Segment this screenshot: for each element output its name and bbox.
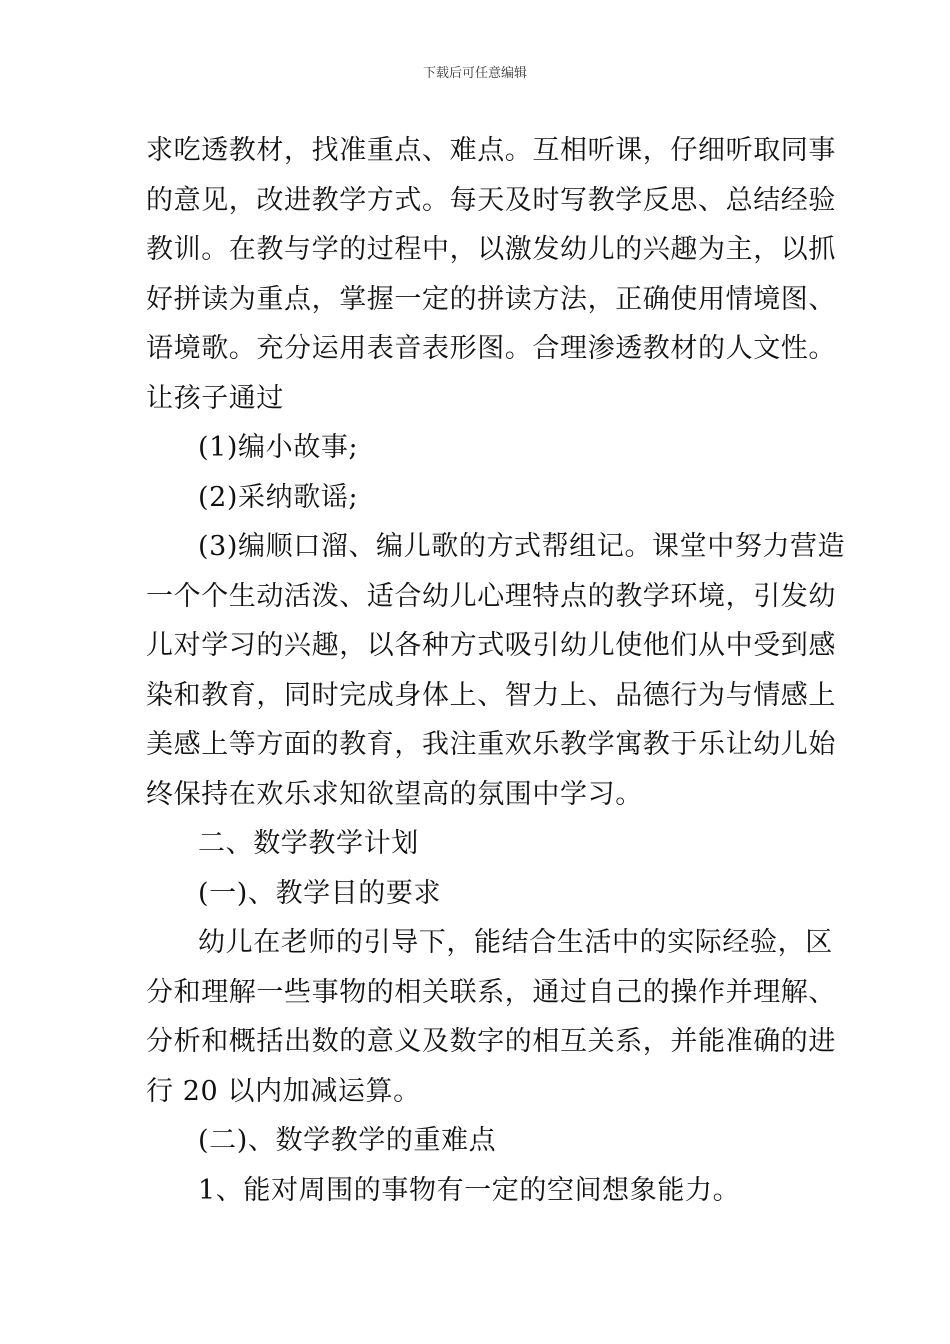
text-line: 终保持在欢乐求知欲望高的氛围中学习。 [146,778,643,810]
text-line: 让孩子通过 [146,382,284,414]
paragraph [146,918,836,1116]
paragraph [146,819,811,869]
text-line: (一)、教学目的要求 [198,877,442,909]
document-body [146,126,846,1215]
text-line: 一个个生动活泼、适合幼儿心理特点的教学环境，引发幼 [146,580,836,612]
text-line: 语境歌。充分运用表音表形图。合理渗透教材的人文性。 [146,333,836,364]
text-line: (1)编小故事; [198,432,359,463]
text-line: 分析和概括出数的意义及数字的相互关系，并能准确的进 [146,1026,836,1057]
text-line: 求吃透教材，找准重点、难点。互相听课，仔细听取同事 [146,135,836,166]
text-line: 幼儿在老师的引导下，能结合生活中的实际经验，区 [198,927,833,958]
text-line: 行 20 以内加减运算。 [146,1075,421,1107]
text-line: (2)采纳歌谣; [198,481,359,513]
text-line: 二、数学教学计划 [198,828,419,859]
text-line: (二)、数学教学的重难点 [198,1125,497,1156]
paragraph [146,126,836,423]
paragraph [146,522,846,819]
paragraph [146,1166,811,1216]
paragraph [146,1116,811,1166]
text-line: 分和理解一些事物的相关联系，通过自己的操作并理解、 [146,976,836,1008]
text-line: 染和教育，同时完成身体上、智力上、品德行为与情感上 [146,679,836,711]
text-line: 好拼读为重点，掌握一定的拼读方法，正确使用情境图、 [146,283,836,315]
paragraph [146,473,811,523]
text-line: (3)编顺口溜、编儿歌的方式帮组记。课堂中努力营造 [198,531,846,562]
paragraph [146,869,811,919]
text-line: 美感上等方面的教育，我注重欢乐教学寓教于乐让幼儿始 [146,729,836,760]
page-header: 下载后可任意编辑 [422,66,527,81]
paragraph [146,423,811,473]
text-line: 1、能对周围的事物有一定的空间想象能力。 [198,1174,741,1206]
text-line: 教训。在教与学的过程中，以激发幼儿的兴趣为主，以抓 [146,234,836,265]
text-line: 的意见，改进教学方式。每天及时写教学反思、总结经验 [146,184,836,216]
text-line: 儿对学习的兴趣，以各种方式吸引幼儿使他们从中受到感 [146,630,836,661]
